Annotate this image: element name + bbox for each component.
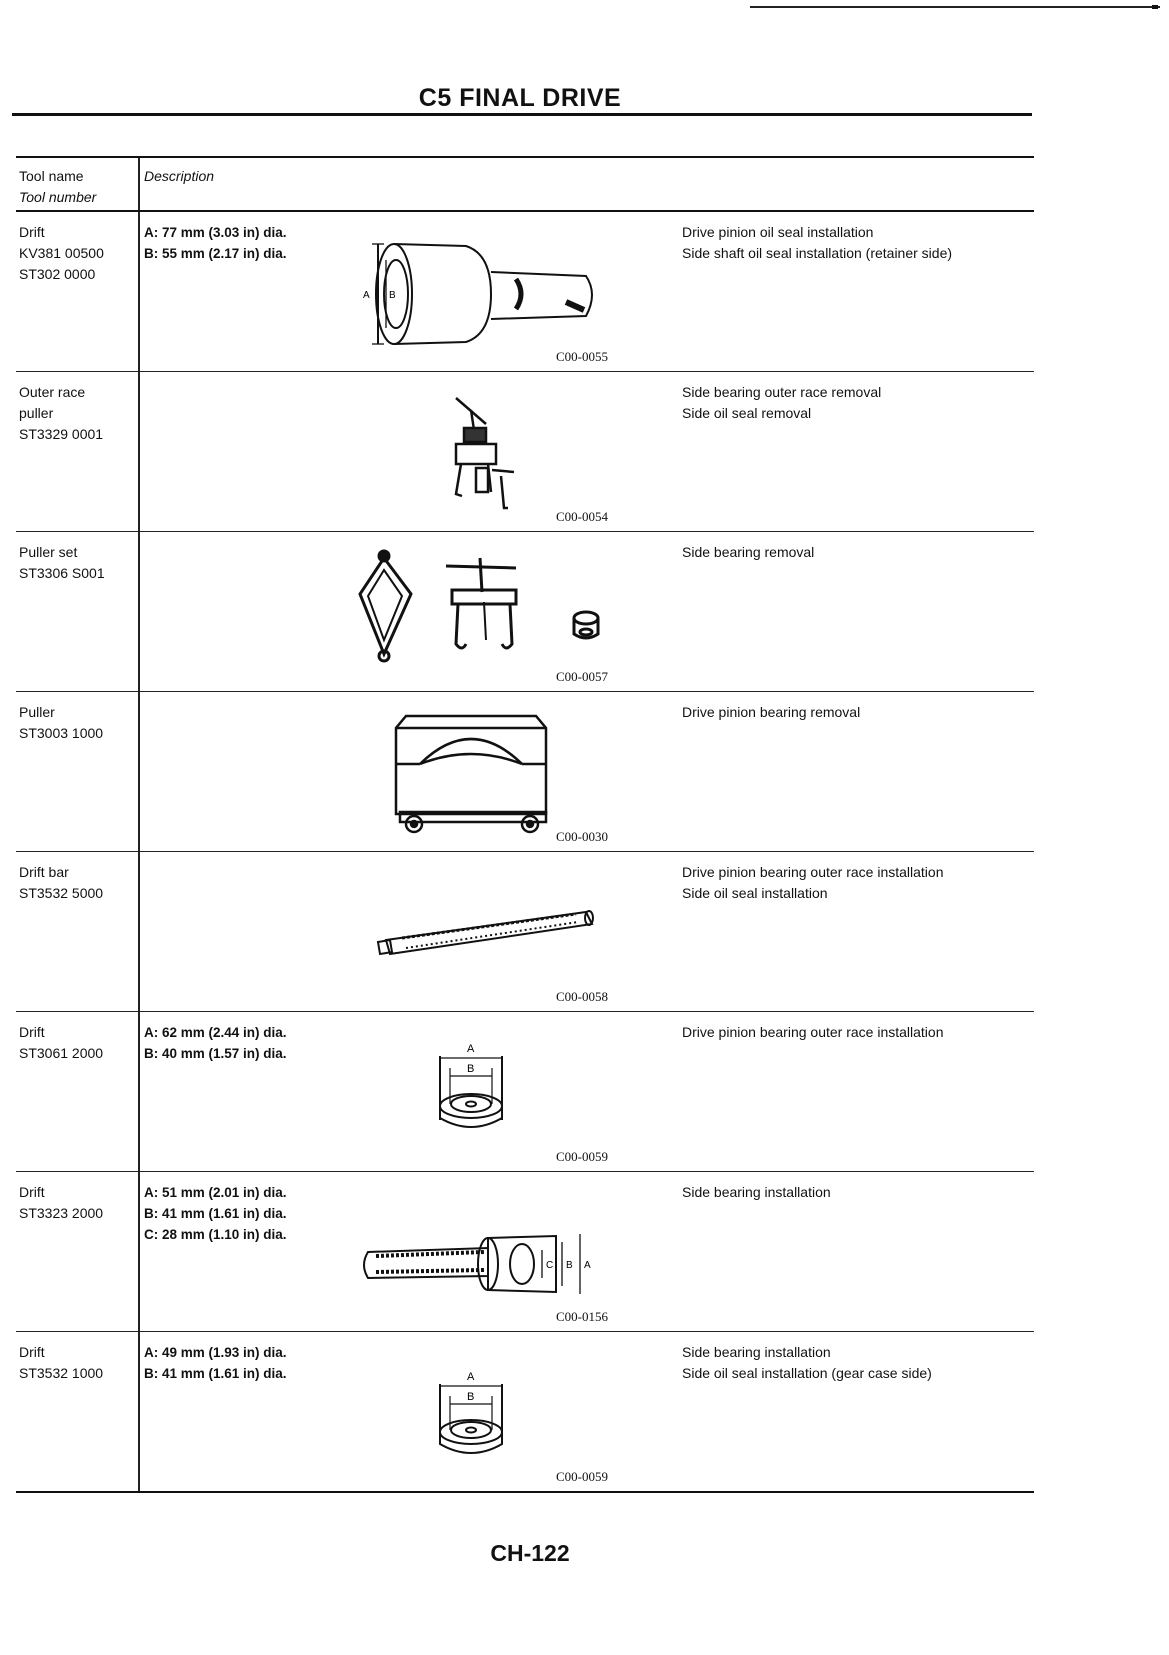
tool-uses: Side bearing installation bbox=[682, 1184, 831, 1200]
tool-uses: Drive pinion bearing removal bbox=[682, 704, 861, 720]
outer-race-puller-illustration bbox=[316, 384, 696, 524]
drift-illustration bbox=[316, 224, 696, 364]
drift-bar-illustration bbox=[316, 864, 696, 1004]
tool-name: Drift bar ST3532 5000 bbox=[19, 864, 104, 901]
tool-specs: A: 51 mm (2.01 in) dia. B: 41 mm (1.61 in) dia. C: 28 mm (1.10 in) dia. bbox=[144, 1185, 287, 1242]
figure-code: C00-0055 bbox=[556, 349, 608, 364]
svg-text:A: A bbox=[363, 290, 370, 301]
puller-set-illustration bbox=[316, 544, 696, 684]
tool-uses: Drive pinion bearing outer race installation bbox=[682, 1024, 944, 1040]
figure-code: C00-0156 bbox=[556, 1309, 608, 1324]
table-row bbox=[16, 852, 1034, 1012]
drift-illustration bbox=[316, 1184, 696, 1324]
top-rule-end bbox=[1152, 5, 1158, 9]
table-row bbox=[16, 1012, 1034, 1172]
figure-code: C00-0030 bbox=[556, 829, 608, 844]
figure-code: C00-0054 bbox=[556, 509, 608, 524]
title-rule bbox=[12, 113, 1032, 116]
tool-table bbox=[16, 156, 1034, 1493]
figure-code: C00-0058 bbox=[556, 989, 608, 1004]
table-row bbox=[16, 532, 1034, 692]
svg-text:C: C bbox=[546, 1260, 554, 1271]
table-row bbox=[16, 372, 1034, 532]
tool-name: Drift ST3061 2000 bbox=[19, 1024, 104, 1061]
tool-name: Puller set ST3306 S001 bbox=[19, 544, 105, 581]
table-row bbox=[16, 212, 1034, 372]
tool-uses: Side bearing removal bbox=[682, 544, 815, 560]
figure-code: C00-0059 bbox=[556, 1469, 608, 1484]
page-title: C5 FINAL DRIVE bbox=[418, 84, 622, 112]
tool-uses: Side bearing installation Side oil seal installation (gear case side) bbox=[682, 1344, 932, 1381]
svg-text:B: B bbox=[467, 1063, 475, 1075]
tool-name: Drift ST3532 1000 bbox=[19, 1344, 104, 1381]
svg-text:A: A bbox=[467, 1371, 475, 1383]
tool-specs: A: 62 mm (2.44 in) dia. B: 40 mm (1.57 in) dia. bbox=[144, 1025, 287, 1061]
tool-name: Drift KV381 00500 ST302 0000 bbox=[19, 224, 104, 282]
table-row bbox=[16, 1332, 1034, 1493]
svg-text:B: B bbox=[389, 290, 396, 301]
top-rule bbox=[750, 6, 1160, 8]
header-tool-name: Tool name bbox=[19, 168, 84, 184]
tool-uses: Drive pinion bearing outer race installation Side oil seal installation bbox=[682, 864, 944, 901]
drift-illustration bbox=[316, 1344, 696, 1484]
header-tool-number: Tool number bbox=[19, 189, 97, 205]
tool-name: Drift ST3323 2000 bbox=[19, 1184, 104, 1221]
page-number: CH-122 bbox=[490, 1540, 570, 1566]
svg-text:B: B bbox=[467, 1391, 475, 1403]
bearing-puller-illustration bbox=[316, 704, 696, 844]
svg-text:A: A bbox=[584, 1260, 591, 1271]
tool-specs: A: 49 mm (1.93 in) dia. B: 41 mm (1.61 in) dia. bbox=[144, 1345, 287, 1381]
figure-code: C00-0057 bbox=[556, 669, 608, 684]
svg-text:A: A bbox=[467, 1043, 475, 1055]
header-description: Description bbox=[144, 168, 215, 184]
tool-uses: Drive pinion oil seal installation Side shaft oil seal installation (retainer side) bbox=[682, 224, 953, 261]
tool-name: Puller ST3003 1000 bbox=[19, 704, 104, 741]
tool-specs: A: 77 mm (3.03 in) dia. B: 55 mm (2.17 in) dia. bbox=[144, 225, 287, 261]
svg-text:B: B bbox=[566, 1260, 573, 1271]
table-row bbox=[16, 692, 1034, 852]
table-header bbox=[16, 156, 1034, 212]
drift-illustration bbox=[316, 1024, 696, 1164]
tool-name: Outer race puller ST3329 0001 bbox=[19, 384, 104, 442]
figure-code: C00-0059 bbox=[556, 1149, 608, 1164]
tool-uses: Side bearing outer race removal Side oil seal removal bbox=[682, 384, 882, 421]
table-row bbox=[16, 1172, 1034, 1332]
